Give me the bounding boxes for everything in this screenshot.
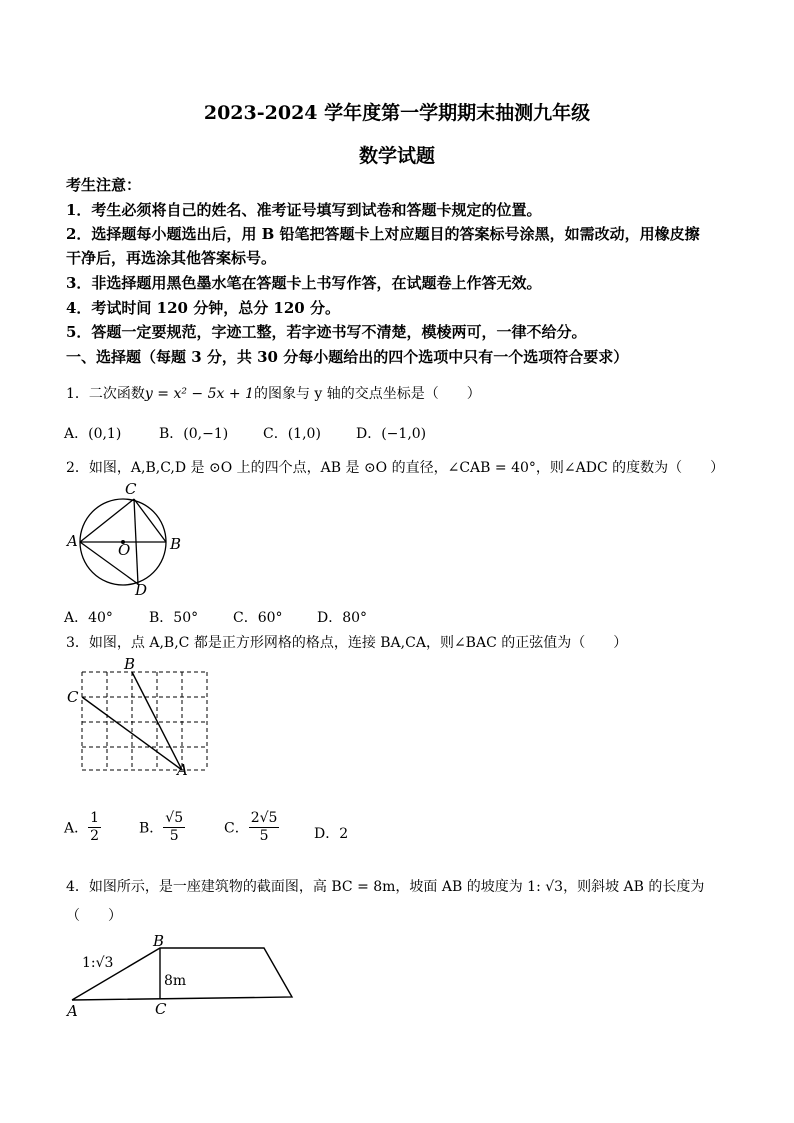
q2-option-c[interactable]: C．60° (233, 610, 283, 626)
question-4-cont: （ ） (66, 908, 122, 924)
q3-option-b-numerator: √5 (165, 810, 184, 826)
q3-label-b: B (124, 655, 136, 673)
notice-item-2: 2．选择题每小题选出后，用 B 铅笔把答题卡上对应题目的答案标号涂黑，如需改动，用橡皮擦 (66, 225, 700, 243)
q1-option-d[interactable]: D．(−1,0) (356, 426, 427, 442)
q3-option-a-denominator: 2 (90, 827, 100, 844)
q3-grid-figure (78, 668, 212, 774)
notice-item-1: 1．考生必须将自己的姓名、准考证号填写到试卷和答题卡规定的位置。 (66, 201, 542, 219)
q3-label-c: C (67, 688, 79, 706)
q1-option-c[interactable]: C．(1,0) (263, 426, 321, 442)
notice-item-4: 4．考试时间 120 分钟，总分 120 分。 (66, 299, 340, 317)
q4-label-b: B (153, 932, 165, 950)
notice-item-5: 5．答题一定要规范，字迹工整，若字迹书写不清楚，模棱两可，一律不给分。 (66, 323, 587, 341)
q3-option-a[interactable] (64, 810, 101, 845)
square-grid (82, 672, 207, 770)
q3-option-d[interactable]: D．2 (314, 826, 349, 842)
q3-option-b-label: B． (139, 820, 164, 837)
q2-label-c: C (125, 480, 137, 498)
q1-option-b[interactable]: B．(0,−1) (159, 426, 229, 442)
q2-label-b: B (170, 535, 182, 553)
q4-slope-label: 1:√3 (82, 955, 114, 971)
question-1-expression: y = x² − 5x + 1 (144, 386, 254, 402)
q2-option-a[interactable]: A．40° (64, 610, 113, 626)
question-4: 4．如图所示，是一座建筑物的截面图，高 BC = 8m，坡面 AB 的坡度为 1: √3，则斜坡 AB 的长度为 (66, 879, 705, 895)
q4-height-label: 8m (164, 973, 187, 989)
q3-option-c-denominator: 5 (259, 827, 269, 844)
q3-option-a-label: A． (64, 820, 89, 837)
question-1 (66, 383, 481, 403)
notice-heading: 考生注意： (66, 176, 142, 194)
q2-option-b[interactable]: B．50° (149, 610, 199, 626)
exam-subtitle: 数学试题 (358, 145, 435, 167)
q4-label-a: A (67, 1002, 78, 1020)
question-3: 3．如图，点 A,B,C 都是正方形网格的格点，连接 BA,CA，则∠BAC 的正弦值为（ ） (66, 635, 628, 651)
q3-option-c-numerator: 2√5 (250, 810, 278, 826)
question-1-prefix: 1．二次函数 (66, 386, 145, 402)
exam-title: 2023-2024 学年度第一学期期末抽测九年级 (203, 102, 591, 124)
notice-item-2-cont: 干净后，再选涂其他答案标号。 (66, 249, 277, 267)
q3-option-a-numerator: 1 (90, 810, 100, 826)
q3-option-b[interactable] (139, 810, 185, 845)
section-heading: 一、选择题（每题 3 分，共 30 分每小题给出的四个选项中只有一个选项符合要求） (66, 348, 629, 366)
notice-item-3: 3．非选择题用黑色墨水笔在答题卡上书写作答，在试题卷上作答无效。 (66, 274, 542, 292)
q2-label-a: A (67, 532, 78, 550)
chord-cb (134, 499, 166, 542)
chord-ac (80, 499, 134, 542)
question-2: 2．如图，A,B,C,D 是 ⊙O 上的四个点，AB 是 ⊙O 的直径，∠CAB = 40°，则∠ADC 的度数为（ ） (66, 460, 725, 476)
q3-option-c[interactable] (224, 810, 279, 845)
q2-label-o: O (118, 541, 131, 559)
q3-label-a: A (177, 761, 188, 779)
question-1-suffix: 的图象与 y 轴的交点坐标是（ ） (253, 386, 481, 402)
q3-option-c-label: C． (224, 820, 249, 837)
q2-option-d[interactable]: D．80° (317, 610, 368, 626)
q2-label-d: D (135, 581, 148, 599)
q1-option-a[interactable]: A．(0,1) (64, 426, 122, 442)
q3-option-b-denominator: 5 (169, 827, 179, 844)
q4-label-c: C (155, 1000, 167, 1018)
